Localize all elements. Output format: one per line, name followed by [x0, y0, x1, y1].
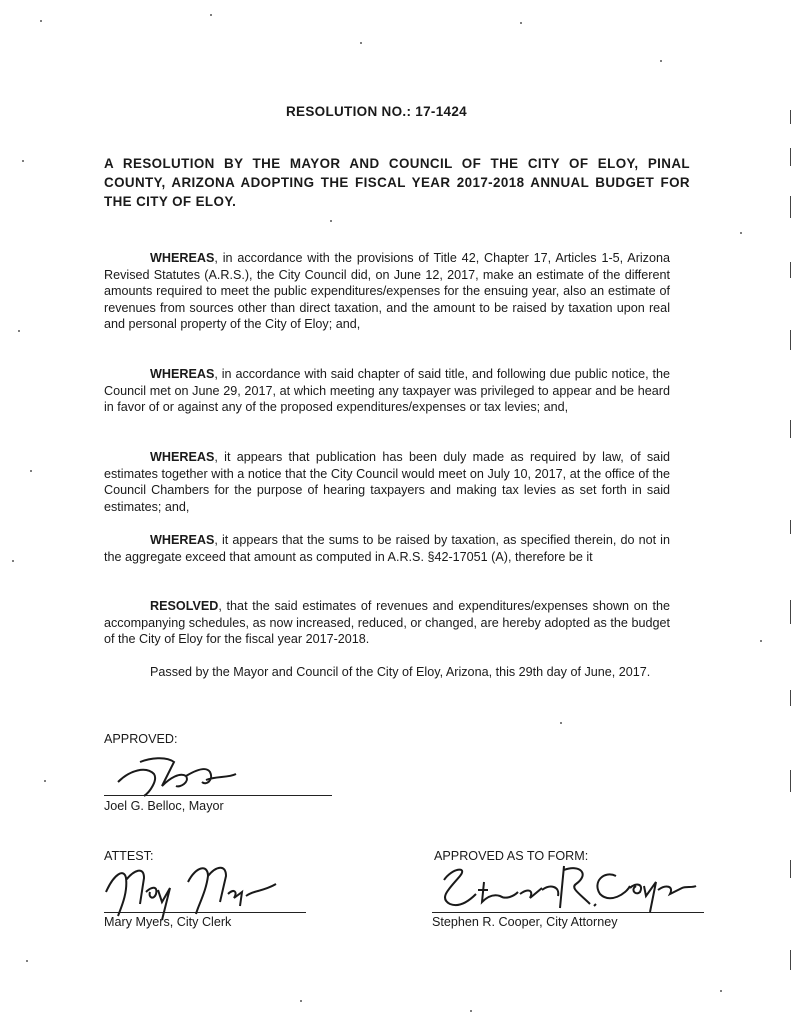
scan-speck: [210, 14, 212, 16]
attest-label: ATTEST:: [104, 849, 154, 863]
whereas-paragraph-2: [104, 366, 670, 416]
mayor-signature-line: [104, 795, 332, 796]
paragraph-lead: WHEREAS: [150, 251, 215, 265]
scan-speck: [360, 42, 362, 44]
approved-as-to-form-label: APPROVED AS TO FORM:: [434, 849, 589, 863]
scan-edge-mark: [790, 420, 791, 438]
scan-edge-mark: [790, 950, 791, 970]
scan-edge-mark: [790, 148, 791, 166]
approved-label: APPROVED:: [104, 732, 178, 746]
resolution-heading: A RESOLUTION BY THE MAYOR AND COUNCIL OF THE CITY OF ELOY, PINAL COUNTY, ARIZONA ADOPTING THE FISCAL YEAR 2017-2018 ANNUAL BUDGET FOR THE CITY OF ELOY.: [104, 156, 690, 209]
clerk-name: Mary Myers, City Clerk: [104, 915, 232, 929]
paragraph-text: , that the said estimates of revenues and expenditures/expenses shown on the accompanying schedules, as now increased, reduced, or changed, are hereby adopted as the budget of the City of Eloy for the fiscal year 2017-2018.: [104, 599, 670, 646]
scan-edge-mark: [790, 196, 791, 218]
whereas-paragraph-1: [104, 250, 670, 333]
passed-paragraph: [104, 664, 670, 681]
mayor-name: Joel G. Belloc, Mayor: [104, 799, 224, 813]
scan-edge-mark: [790, 860, 791, 878]
scan-speck: [760, 640, 762, 642]
clerk-signature-line: [104, 912, 306, 913]
scan-speck: [470, 1010, 472, 1012]
paragraph-text: , in accordance with the provisions of Title 42, Chapter 17, Articles 1-5, Arizona Revised Statutes (A.R.S.), the City Council did, on June 12, 2017, make an estimate of the different amounts required to meet the public expenditures/expenses for the ensuing year, also an estimate of revenues from sources other than direct taxation, and the amount to be raised by taxation upon real and personal property of the City of Eloy; and,: [104, 251, 670, 331]
scan-edge-mark: [790, 770, 791, 792]
scan-speck: [30, 470, 32, 472]
scan-speck: [560, 722, 562, 724]
attorney-signature: [430, 860, 700, 916]
scan-speck: [300, 1000, 302, 1002]
scan-speck: [660, 60, 662, 62]
paragraph-lead: RESOLVED: [150, 599, 219, 613]
paragraph-text: Passed by the Mayor and Council of the City of Eloy, Arizona, this 29th day of June, 2017.: [150, 665, 651, 679]
scan-edge-mark: [790, 262, 791, 278]
scan-speck: [720, 990, 722, 992]
paragraph-text: , in accordance with said chapter of said title, and following due public notice, the Council met on June 29, 2017, at which meeting any taxpayer was privileged to appear and be heard in favor of or against any of the proposed expenditures/expenses or tax levies; and,: [104, 367, 670, 414]
scan-edge-mark: [790, 520, 791, 534]
scan-speck: [12, 560, 14, 562]
scan-speck: [18, 330, 20, 332]
paragraph-lead: WHEREAS: [150, 450, 215, 464]
paragraph-lead: WHEREAS: [150, 533, 215, 547]
attorney-name: Stephen R. Cooper, City Attorney: [432, 915, 618, 929]
whereas-paragraph-4: [104, 532, 670, 565]
whereas-paragraph-3: [104, 449, 670, 515]
paragraph-text: , it appears that publication has been duly made as required by law, of said estimates together with a notice that the City Council would meet on July 10, 2017, at the office of the Council Chambers for the purpose of hearing taxpayers and making tax levies as set forth in said estimates; and,: [104, 450, 670, 514]
scan-edge-mark: [790, 600, 791, 624]
attorney-signature-line: [432, 912, 704, 913]
scan-edge-mark: [790, 110, 791, 124]
paragraph-text: , it appears that the sums to be raised by taxation, as specified therein, do not in the aggregate exceed that amount as computed in A.R.S. §42-17051 (A), therefore be it: [104, 533, 670, 564]
scan-speck: [44, 780, 46, 782]
scan-edge-mark: [790, 330, 791, 350]
resolution-number: RESOLUTION NO.: 17-1424: [286, 104, 467, 119]
scan-speck: [520, 22, 522, 24]
scan-speck: [40, 20, 42, 22]
scan-speck: [740, 232, 742, 234]
scan-edge-mark: [790, 690, 791, 706]
scan-speck: [22, 160, 24, 162]
resolved-paragraph: [104, 598, 670, 648]
scan-speck: [330, 220, 332, 222]
scan-speck: [26, 960, 28, 962]
paragraph-lead: WHEREAS: [150, 367, 215, 381]
